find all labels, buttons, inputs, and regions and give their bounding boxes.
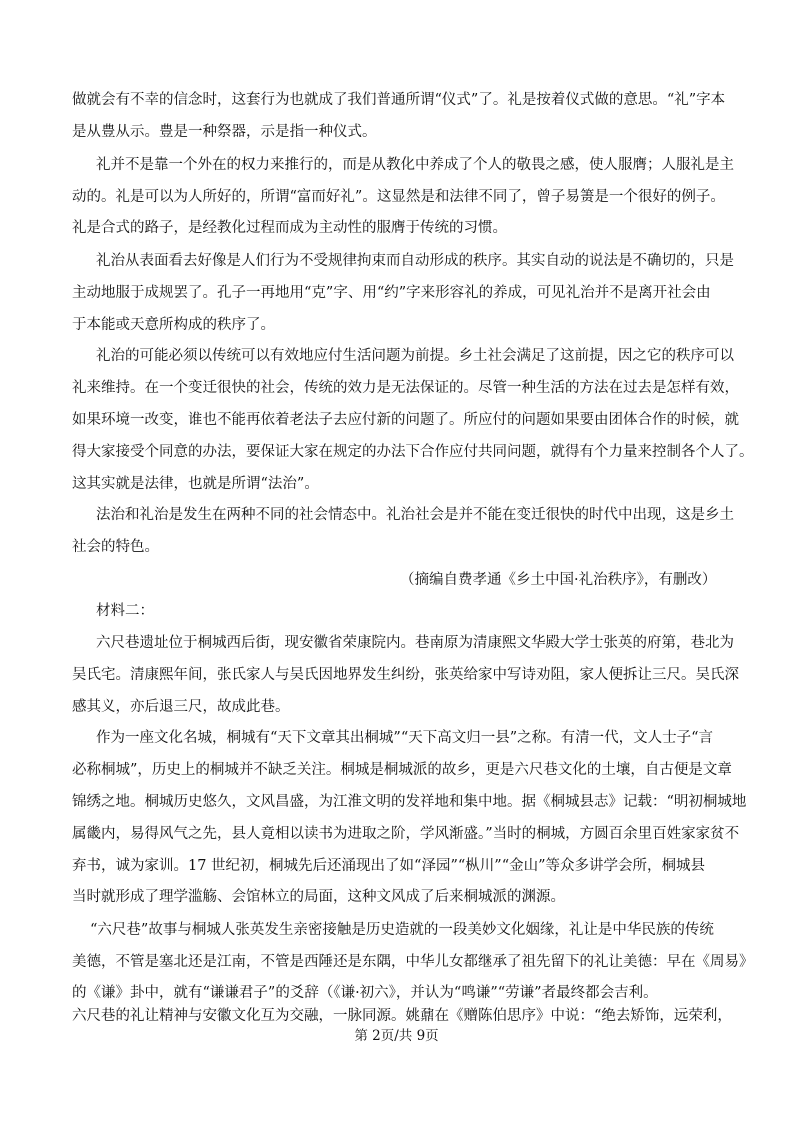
paragraph-4-line-2: 礼来维持。在一个变迁很快的社会，传统的效力是无法保证的。尽管一种生活的方法在过去是怎样有效， (72, 380, 739, 396)
paragraph-7-line-2: 必称桐城”，历史上的桐城并不缺乏关注。桐城是桐城派的故乡，更是六尺巷文化的土壤，自古便是文章 (72, 762, 732, 778)
material-two-heading: 材料二： (96, 603, 154, 619)
paragraph-7-line-6: 当时就形成了理学滥觞、会馆林立的局面，这种文风成了后来桐城派的渊源。 (72, 889, 565, 905)
page-number-footer: 第 2页/共 9页 (354, 1028, 439, 1044)
paragraph-8-line-3: 的《谦》卦中，就有“谦谦君子”的爻辞（《谦·初六》，并认为“鸣谦”“劳谦”者最终都会吉利。 (72, 985, 658, 1001)
paragraph-3-line-3: 于本能或天意所构成的秩序了。 (72, 317, 275, 333)
paragraph-5-line-1: 法治和礼治是发生在两种不同的社会情态中。礼治社会是并不能在变迁很快的时代中出现，这是乡土 (96, 507, 734, 523)
paragraph-2-line-3: 礼是合式的路子，是经教化过程而成为主动性的服膺于传统的习惯。 (72, 220, 507, 236)
paragraph-7-line-1: 作为一座文化名城，桐城有“天下文章其出桐城”“天下高文归一县”之称。有清一代，文人士子“言 (96, 730, 714, 746)
paragraph-1-line-1: 做就会有不幸的信念时，这套行为也就成了我们普通所谓“仪式”了。礼是按着仪式做的意思。“礼”字本 (72, 92, 726, 108)
paragraph-6-line-3: 感其义，亦后退三尺，故成此巷。 (72, 699, 290, 715)
paragraph-2-line-2: 动的。礼是可以为人所好的，所谓“富而好礼”。这显然是和法律不同了，曾子易箦是一个很好的例子。 (72, 189, 725, 205)
paragraph-4-line-1: 礼治的可能必须以传统可以有效地应付生活问题为前提。乡土社会满足了这前提，因之它的秩序可以 (96, 348, 734, 364)
paragraph-9-line-1: 六尺巷的礼让精神与安徽文化互为交融，一脉同源。姚鼐在《赠陈伯思序》中说：“绝去矫饰，远荣利， (72, 1008, 732, 1024)
paragraph-8-line-2: 美德，不管是塞北还是江南，不管是西陲还是东隅，中华儿女都继承了祖先留下的礼让美德：早在《周易》 (72, 954, 754, 970)
paragraph-1-line-2: 是从豊从示。豊是一种祭器，示是指一种仪式。 (72, 124, 377, 140)
paragraph-6-line-1: 六尺巷遗址位于桐城西后街，现安徽省荣康院内。巷南原为清康熙文华殿大学士张英的府第，巷北为 (96, 635, 734, 651)
paragraph-3-line-1: 礼治从表面看去好像是人们行为不受规律拘束而自动形成的秩序。其实自动的说法是不确切的，只是 (96, 253, 734, 269)
paragraph-2-line-1: 礼并不是靠一个外在的权力来推行的，而是从教化中养成了个人的敬畏之感，使人服膺；人服礼是主 (96, 157, 734, 173)
paragraph-5-line-2: 社会的特色。 (72, 539, 159, 555)
paragraph-3-line-2: 主动地服于成规罢了。孔子一再地用“克”字、用“约”字来形容礼的养成，可见礼治并不是离开社会由 (72, 285, 711, 301)
paragraph-8-line-1: “六尺巷”故事与桐城人张英发生亲密接触是历史造就的一段美妙文化姻缘，礼让是中华民族的传统 (90, 922, 714, 938)
paragraph-4-line-4: 得大家接受个同意的办法，要保证大家在规定的办法下合作应付共同问题，就得有个力量来控制各个人了。 (72, 444, 754, 460)
paragraph-6-line-2: 吴氏宅。清康熙年间，张氏家人与吴氏因地界发生纠纷，张英给家中写诗劝阻，家人便拆让三尺。吴氏深 (72, 667, 739, 683)
paragraph-4-line-5: 这其实就是法律，也就是所谓“法治”。 (72, 476, 319, 492)
paragraph-7-line-4: 属畿内，易得风气之先，县人竟相以读书为进取之阶，学风渐盛。”当时的桐城，方圆百余里百姓家家贫不 (72, 826, 740, 842)
source-citation: （摘编自费孝通《乡土中国·礼治秩序》，有删改） (400, 572, 717, 588)
paragraph-7-line-3: 锦绣之地。桐城历史悠久，文风昌盛，为江淮文明的发祥地和集中地。据《桐城县志》记载：“明初桐城地 (72, 794, 747, 810)
paragraph-4-line-3: 如果环境一改变，谁也不能再依着老法子去应付新的问题了。所应付的问题如果要由团体合作的时候，就 (72, 412, 739, 428)
paragraph-7-line-5: 弃书，诚为家训。17 世纪初，桐城先后还涌现出了如“泽园”“枞川”“金山”等众多讲学会所，桐城县 (72, 858, 706, 874)
